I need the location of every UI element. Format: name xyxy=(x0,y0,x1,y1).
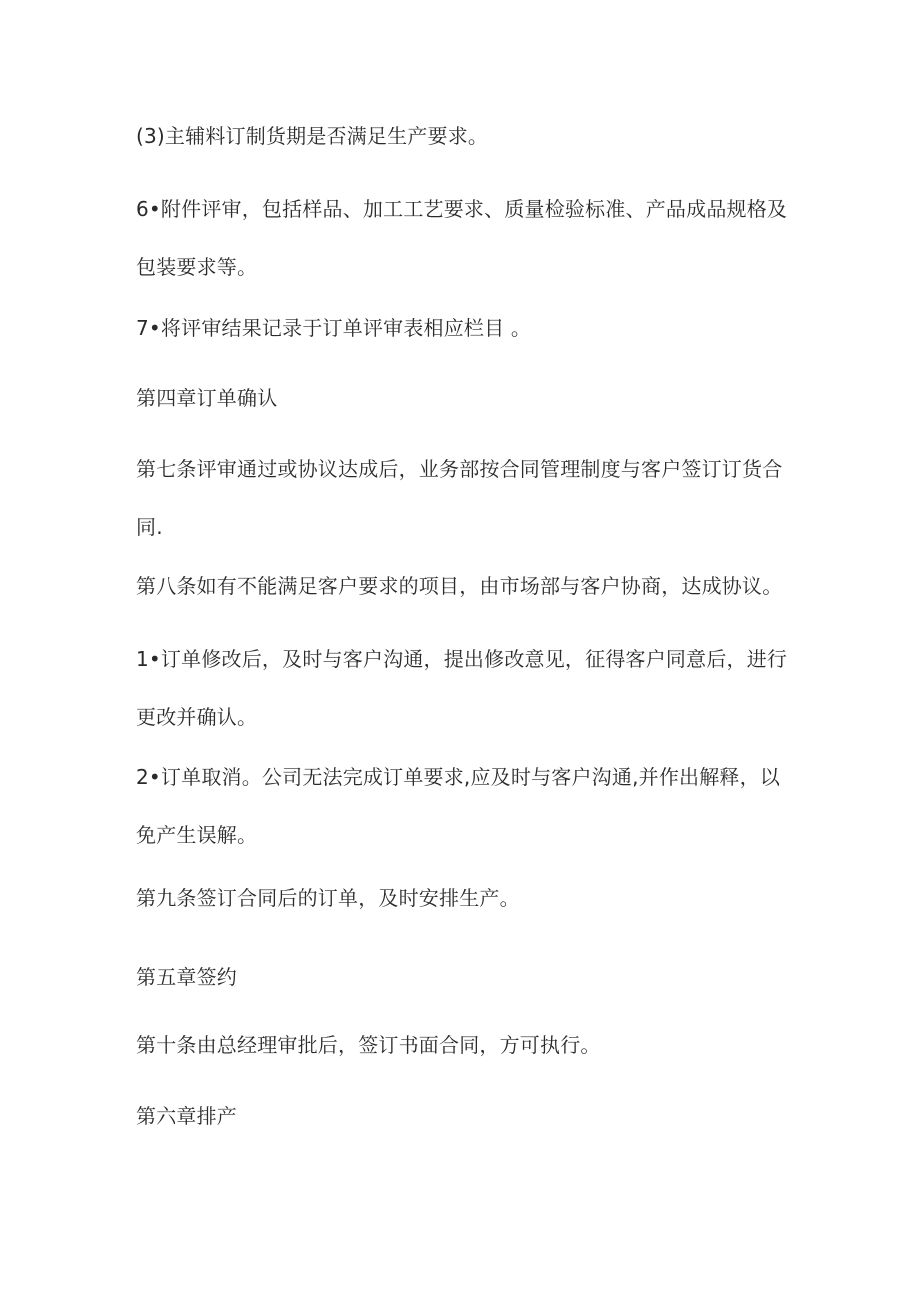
item-order-cancellation: 2•订单取消。公司无法完成订单要求,应及时与客户沟通,并作出解释，以免产生误解。 xyxy=(136,765,781,847)
article-7: 第七条评审通过或协议达成后，业务部按合同管理制度与客户签订订货合同. xyxy=(136,457,783,539)
chapter-heading-5: 第五章签约 xyxy=(136,965,237,989)
article-9: 第九条签订合同后的订单，及时安排生产。 xyxy=(136,886,520,910)
chapter-heading-4: 第四章订单确认 xyxy=(136,386,278,410)
paragraph-delivery-check: (3)主辅料订制货期是否满足生产要求。 xyxy=(136,124,489,148)
article-8: 第八条如有不能满足客户要求的项目，由市场部与客户协商，达成协议。 xyxy=(136,574,783,598)
chapter-heading-6: 第六章排产 xyxy=(136,1104,237,1128)
paragraph-attachment-review: 6•附件评审，包括样品、加工工艺要求、质量检验标准、产品成品规格及包装要求等。 xyxy=(136,197,788,279)
item-order-modification: 1•订单修改后，及时与客户沟通，提出修改意见，征得客户同意后，进行更改并确认。 xyxy=(136,647,788,729)
paragraph-record-results: 7•将评审结果记录于订单评审表相应栏目 。 xyxy=(136,316,532,340)
article-10: 第十条由总经理审批后，签订书面合同，方可执行。 xyxy=(136,1033,601,1057)
